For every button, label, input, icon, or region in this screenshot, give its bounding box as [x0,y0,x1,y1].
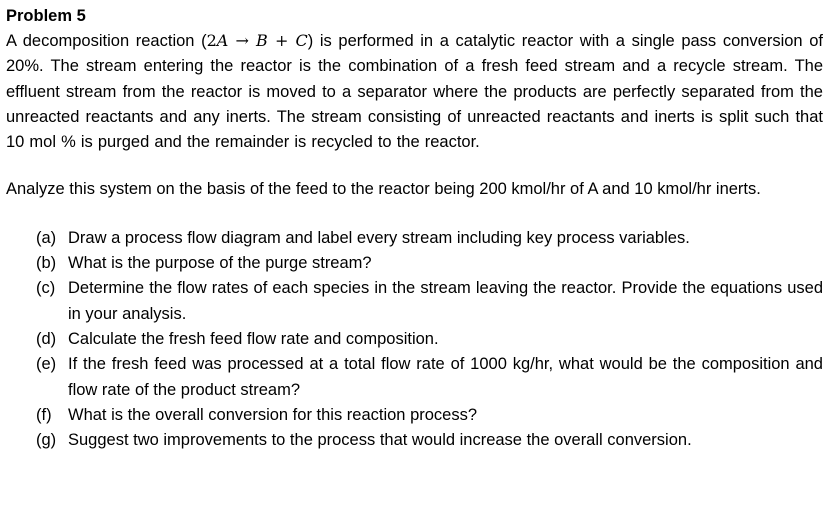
question-item-g [36,428,823,453]
question-text: Calculate the fresh feed flow rate and composition. [68,329,439,348]
question-item-a [36,226,823,251]
reaction-arrow: → [228,31,257,50]
question-text: Suggest two improvements to the process that would increase the overall conversion. [68,431,692,450]
question-list [6,226,823,454]
question-text: Determine the flow rates of each species in the stream leaving the reactor. Provide the equations used in your analysis. [68,279,823,323]
intro-before: A decomposition reaction ( [6,32,207,50]
problem-description [6,28,823,155]
question-label: (f) [36,405,52,424]
question-item-c [36,276,823,327]
question-label: (b) [36,254,57,273]
question-label: (a) [36,228,57,247]
question-item-d [36,327,823,352]
product-c: C [295,31,308,50]
question-item-e [36,352,823,403]
question-label: (d) [36,329,57,348]
question-text: If the fresh feed was processed at a total flow rate of 1000 kg/hr, what would be the composition and flow rate of the product stream? [68,355,823,399]
problem-title: Problem 5 [6,7,86,25]
question-text: Draw a process flow diagram and label every stream including key process variables. [68,228,690,247]
product-b: B [256,31,268,50]
question-label: (c) [36,279,56,298]
intro-after: ) is performed in a catalytic reactor with a single pass conversion of 20%. The stream entering the reactor is the combination of a fresh feed stream and a recycle stream. The effluent stream from the reactor is moved to a separator where the products are perfectly separated from the unreacted reactants and any inerts. The stream consisting of unreacted reactants and inerts is split such that 10 mol % is purged and the remainder is recycled to the reactor. [6,32,824,152]
reaction-coefficient: 2 [206,31,217,50]
question-text: What is the purpose of the purge stream? [68,254,372,273]
question-label: (e) [36,355,57,374]
question-label: (g) [36,431,57,450]
reaction-equation [207,31,308,50]
analysis-basis: Analyze this system on the basis of the feed to the reactor being 200 kmol/hr of A and 10 kmol/hr inerts. [6,180,761,199]
reaction-plus: + [267,31,296,50]
question-item-b [36,251,823,276]
question-text: What is the overall conversion for this reaction process? [68,405,478,424]
reactant-a: A [216,31,229,50]
question-item-f [36,403,823,428]
